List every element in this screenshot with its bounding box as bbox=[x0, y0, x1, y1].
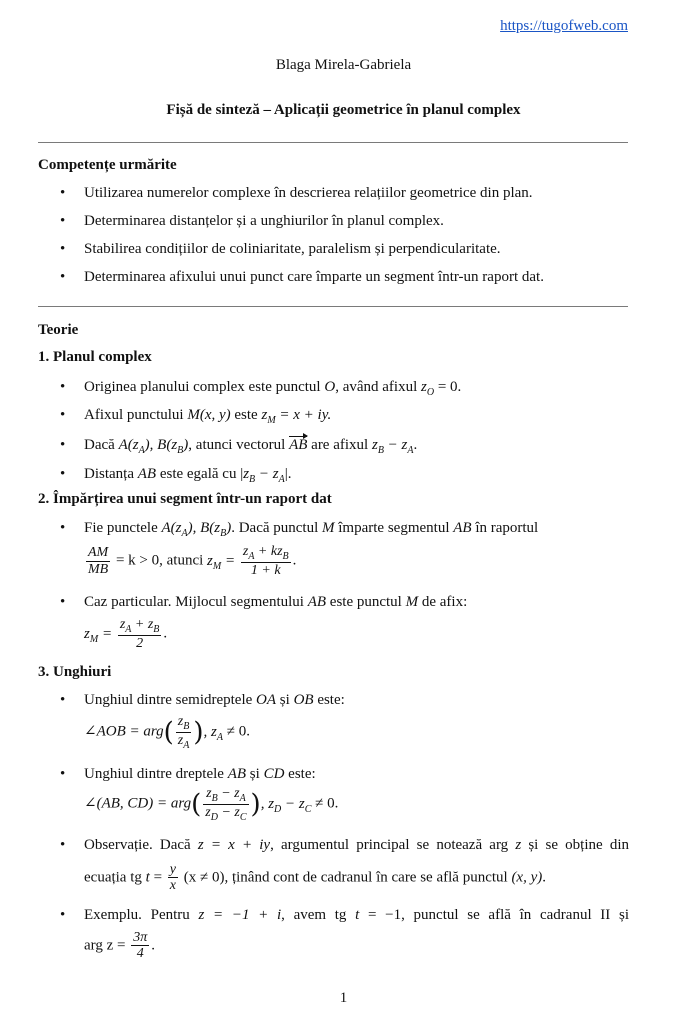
page-number: 1 bbox=[339, 990, 348, 1006]
list-item: • Caz particular. Mijlocul segmentului AB este punctul M de afix: bbox=[84, 593, 629, 611]
list-item: • Distanța AB este egală cu $|z_B - z_A|$. bbox=[84, 465, 629, 486]
list-item: • Observație. Dacă z = x + iy, argumentul principal se notează arg z și se obține din bbox=[84, 836, 629, 854]
divider bbox=[38, 306, 628, 307]
list-item: • Originea planului complex este punctul O, având afixul $z_O = 0$. bbox=[84, 378, 629, 399]
formula-line: $z_M$ = $\frac{z_A + z_B}{2}$ . bbox=[84, 617, 168, 651]
list-item: • Unghiul dintre semidreptele OA și OB este: bbox=[84, 691, 629, 709]
subsection-heading-unghiuri: 3. Unghiuri bbox=[38, 664, 112, 680]
section-heading-competente: Competențe urmărite bbox=[38, 157, 177, 173]
subsection-heading-plan: 1. Planul complex bbox=[38, 349, 152, 365]
list-item: • Unghiul dintre dreptele AB și CD este: bbox=[84, 765, 629, 783]
list-item: • Afixul punctului M(x, y) este $z_M = x$ + iy. bbox=[84, 406, 629, 427]
author-name: Blaga Mirela-Gabriela bbox=[275, 57, 412, 73]
source-link[interactable]: https://tugofweb.com bbox=[500, 18, 628, 34]
list-item: • Exemplu. Pentru z = −1 + i, avem tg t = −1, punctul se află în cadranul II și bbox=[84, 906, 629, 924]
formula-line: arg z = $\frac{3\pi}{4}$ . bbox=[84, 930, 156, 962]
formula-line: $\frac{AM}{MB}$ = k > 0, atunci $z_M$ = $\frac{z_A + kz_B}{1 + k}$ . bbox=[88, 544, 297, 578]
section-heading-teorie: Teorie bbox=[38, 322, 79, 338]
list-item: • Determinarea afixului unui punct care împarte un segment într-un raport dat. bbox=[84, 268, 629, 286]
list-item: • Utilizarea numerelor complexe în descrierea relațiilor geometrice din plan. bbox=[84, 184, 629, 202]
list-item: • Determinarea distanțelor și a unghiurilor în planul complex. bbox=[84, 212, 629, 230]
formula-line: ecuația tg t = $\frac{y}{x}$ (x ≠ 0), ținând cont de cadranul în care se află punctul (x, y). bbox=[84, 862, 546, 894]
document-title: Fișă de sinteză – Aplicații geometrice în planul complex bbox=[166, 102, 521, 118]
list-item: • Fie punctele $A(z_A)$, $B(z_B)$. Dacă punctul M împarte segmentul AB în raportul bbox=[84, 519, 629, 540]
list-item: • Stabilirea condițiilor de coliniaritate, paralelism și perpendicularitate. bbox=[84, 240, 629, 258]
formula-line: ∠(AB, CD) = arg( $\frac{z_B - z_A}{z_D - z_C}$ ), $z_D - z_C \ne 0$. bbox=[84, 786, 339, 823]
list-item: • Dacă $A(z_A)$, $B(z_B)$, atunci vectorul AB are afixul $z_B - z_A$. bbox=[84, 436, 629, 457]
divider bbox=[38, 142, 628, 143]
formula-line: ∠AOB = arg( $\frac{z_B}{z_A}$ ), $z_A \ne 0$. bbox=[84, 714, 250, 751]
subsection-heading-raport: 2. Împărțirea unui segment într-un raport dat bbox=[38, 491, 332, 507]
